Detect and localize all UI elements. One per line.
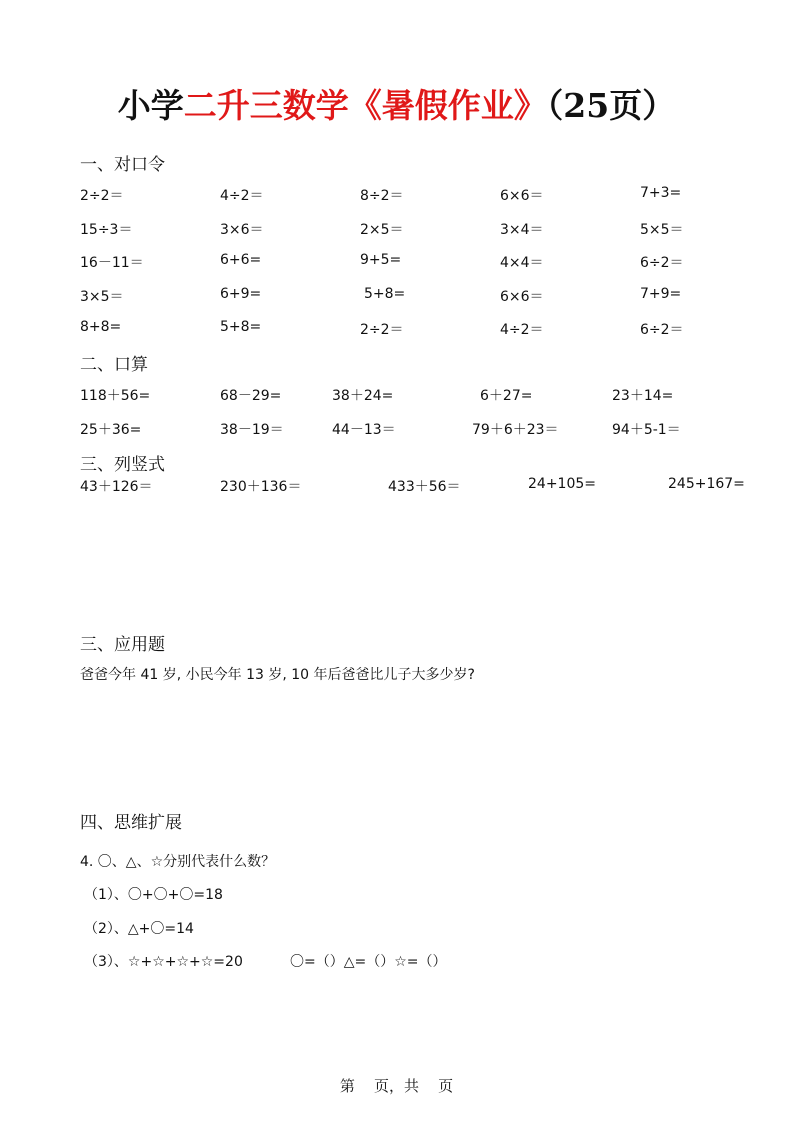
- calc-item: 44－13＝: [332, 422, 396, 438]
- drill-item: 5×5＝: [640, 222, 684, 238]
- vertical-calc-item: 433＋56＝: [388, 479, 461, 495]
- drill-item: 5+8=: [220, 319, 262, 335]
- title-part-2: 二升三数学《暑假作业》: [183, 86, 547, 125]
- drill-item: 2×5＝: [360, 222, 404, 238]
- calc-item: 94＋5-1＝: [612, 422, 681, 438]
- drill-item: 6÷2＝: [640, 255, 684, 271]
- section-heading-vertical-calc: 三、列竖式: [80, 455, 165, 475]
- drill-item: 6÷2＝: [640, 322, 684, 338]
- drill-item: 3×5＝: [80, 289, 124, 305]
- page-title: [0, 80, 793, 127]
- calc-item: 6＋27=: [480, 388, 533, 404]
- vertical-calc-item: 43＋126＝: [80, 479, 153, 495]
- drill-item: 15÷3＝: [80, 222, 133, 238]
- drill-row: [0, 185, 793, 205]
- drill-item: 8÷2＝: [360, 188, 404, 204]
- word-problem-text: 爸爸今年 41 岁, 小民今年 13 岁, 10 年后爸爸比儿子大多少岁?: [80, 667, 475, 683]
- drill-row: [0, 219, 793, 239]
- drill-item: 16－11＝: [80, 255, 144, 271]
- vertical-calc-row: [0, 476, 793, 496]
- calc-row: [0, 385, 793, 405]
- drill-item: 5+8=: [364, 286, 406, 302]
- section-heading-oral-calculation: 二、口算: [80, 355, 148, 375]
- puzzle-answer-blanks: 〇=（）△=（）☆=（）: [290, 954, 447, 970]
- section-heading-mental-drill: 一、对口令: [80, 155, 165, 175]
- drill-row: [0, 319, 793, 339]
- drill-item: 4÷2＝: [500, 322, 544, 338]
- vertical-calc-item: 24+105=: [528, 476, 596, 492]
- calc-item: 68－29=: [220, 388, 282, 404]
- title-part-3: （25页）: [546, 86, 676, 125]
- drill-item: 2÷2＝: [80, 188, 124, 204]
- calc-row: [0, 419, 793, 439]
- vertical-calc-item: 245+167=: [668, 476, 745, 492]
- drill-item: 4×4＝: [500, 255, 544, 271]
- drill-item: 4÷2＝: [220, 188, 264, 204]
- page-number-footer: 第 页，共 页: [339, 1077, 454, 1095]
- title-part-1: 小学: [117, 86, 184, 125]
- drill-item: 6×6＝: [500, 188, 544, 204]
- puzzle-equation-1: （1）、〇+〇+〇=18: [84, 887, 223, 903]
- drill-item: 6+6=: [220, 252, 262, 268]
- puzzle-equation-3: （3）、☆+☆+☆+☆=20: [84, 954, 243, 970]
- drill-item: 7+3=: [640, 185, 682, 201]
- calc-item: 38－19＝: [220, 422, 284, 438]
- calc-item: 79＋6＋23＝: [472, 422, 559, 438]
- calc-item: 23＋14=: [612, 388, 674, 404]
- drill-row: [0, 286, 793, 306]
- calc-item: 118＋56=: [80, 388, 151, 404]
- section-heading-thinking-extension: 四、思维扩展: [80, 813, 182, 833]
- drill-item: 6×6＝: [500, 289, 544, 305]
- section-heading-word-problem: 三、应用题: [80, 635, 165, 655]
- drill-item: 9+5=: [360, 252, 402, 268]
- drill-item: 3×6＝: [220, 222, 264, 238]
- drill-item: 2÷2＝: [360, 322, 404, 338]
- puzzle-intro: 4. 〇、△、☆分别代表什么数？: [80, 854, 276, 870]
- calc-item: 25＋36=: [80, 422, 142, 438]
- drill-item: 3×4＝: [500, 222, 544, 238]
- drill-item: 8+8=: [80, 319, 122, 335]
- puzzle-equation-2: （2）、△+〇=14: [84, 921, 194, 937]
- calc-item: 38＋24=: [332, 388, 394, 404]
- vertical-calc-item: 230＋136＝: [220, 479, 302, 495]
- drill-item: 6+9=: [220, 286, 262, 302]
- drill-item: 7+9=: [640, 286, 682, 302]
- drill-row: [0, 252, 793, 272]
